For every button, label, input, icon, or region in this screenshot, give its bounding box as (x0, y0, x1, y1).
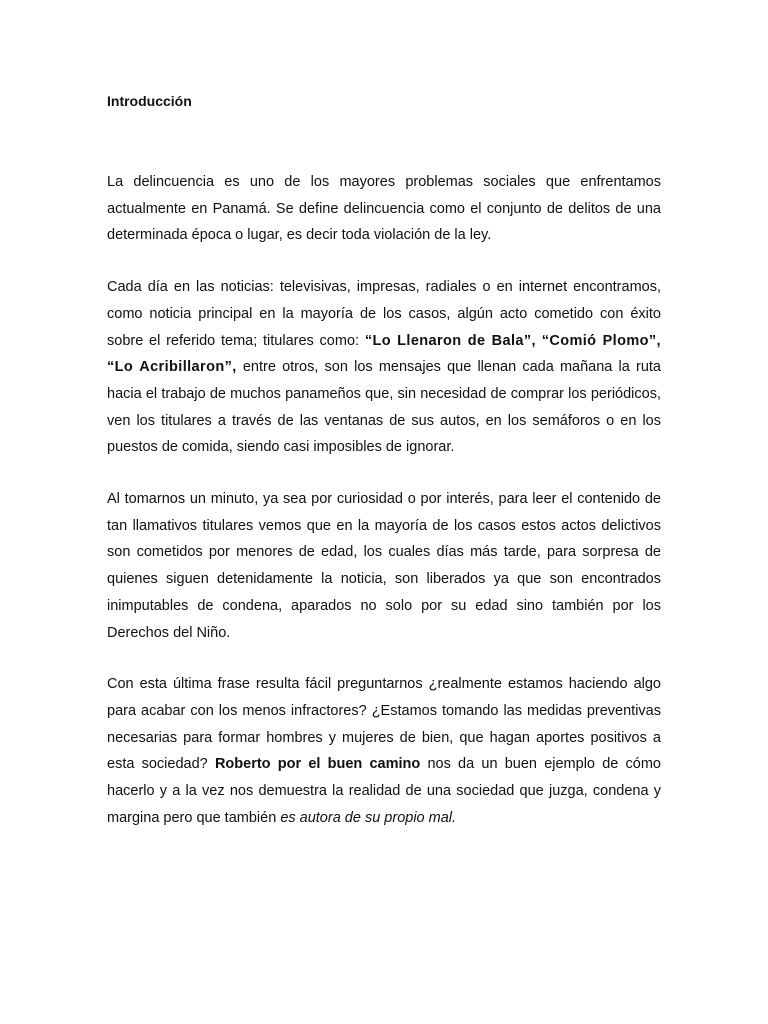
paragraph-2 (107, 274, 661, 461)
book-title: Roberto por el buen camino (214, 756, 421, 773)
paragraph-4-text-b: nos da un buen ejemplo de cómo hacerlo y a la vez nos demuestra la realidad de una sociedad que juzga, condena y margina pero que también (107, 756, 662, 826)
paragraph-2-text-a: Cada día en las noticias: televisivas, impresas, radiales o en internet encontramos, como noticia principal en la mayoría de los casos, algún acto cometido con éxito sobre el referido tema; titulares como: (107, 279, 661, 349)
italic-phrase: es autora de su propio mal. (280, 809, 457, 826)
headline-quote-1: “Lo Llenaron de Bala”, (364, 332, 536, 349)
paragraph-2-text-b: entre otros, son los mensajes que llenan cada mañana la ruta hacia el trabajo de muchos panameños que, sin necesidad de comprar los periódicos, ven los titulares a través de las ventanas de sus autos, en los semáforos o en los puestos de comida, siendo casi imposibles de ignorar. (107, 359, 661, 456)
paragraph-4 (107, 671, 661, 831)
paragraph-1: La delincuencia es uno de los mayores problemas sociales que enfrentamos actualmente en Panamá. Se define delincuencia como el conjunto de delitos de una determinada época o lugar, es decir toda violación de la ley. (107, 174, 661, 244)
headline-quote-3: “Lo Acribillaron”, (107, 359, 237, 376)
document-page (107, 90, 661, 831)
section-heading: Introducción (107, 93, 192, 109)
headline-quote-2: “Comió Plomo”, (541, 332, 661, 349)
paragraph-4-text-a: Con esta última frase resulta fácil preguntarnos ¿realmente estamos haciendo algo para acabar con los menos infractores? ¿Estamos tomando las medidas preventivas necesarias para formar hombres y mujeres de bien, que hagan aportes positivos a esta sociedad? (107, 676, 661, 773)
paragraph-3: Al tomarnos un minuto, ya sea por curiosidad o por interés, para leer el contenido de tan llamativos titulares vemos que en la mayoría de los casos estos actos delictivos son cometidos por menores de edad, los cuales días más tarde, para sorpresa de quienes siguen detenidamente la noticia, son liberados ya que son encontrados inimputables de condena, aparados no solo por su edad sino también por los Derechos del Niño. (107, 491, 661, 641)
